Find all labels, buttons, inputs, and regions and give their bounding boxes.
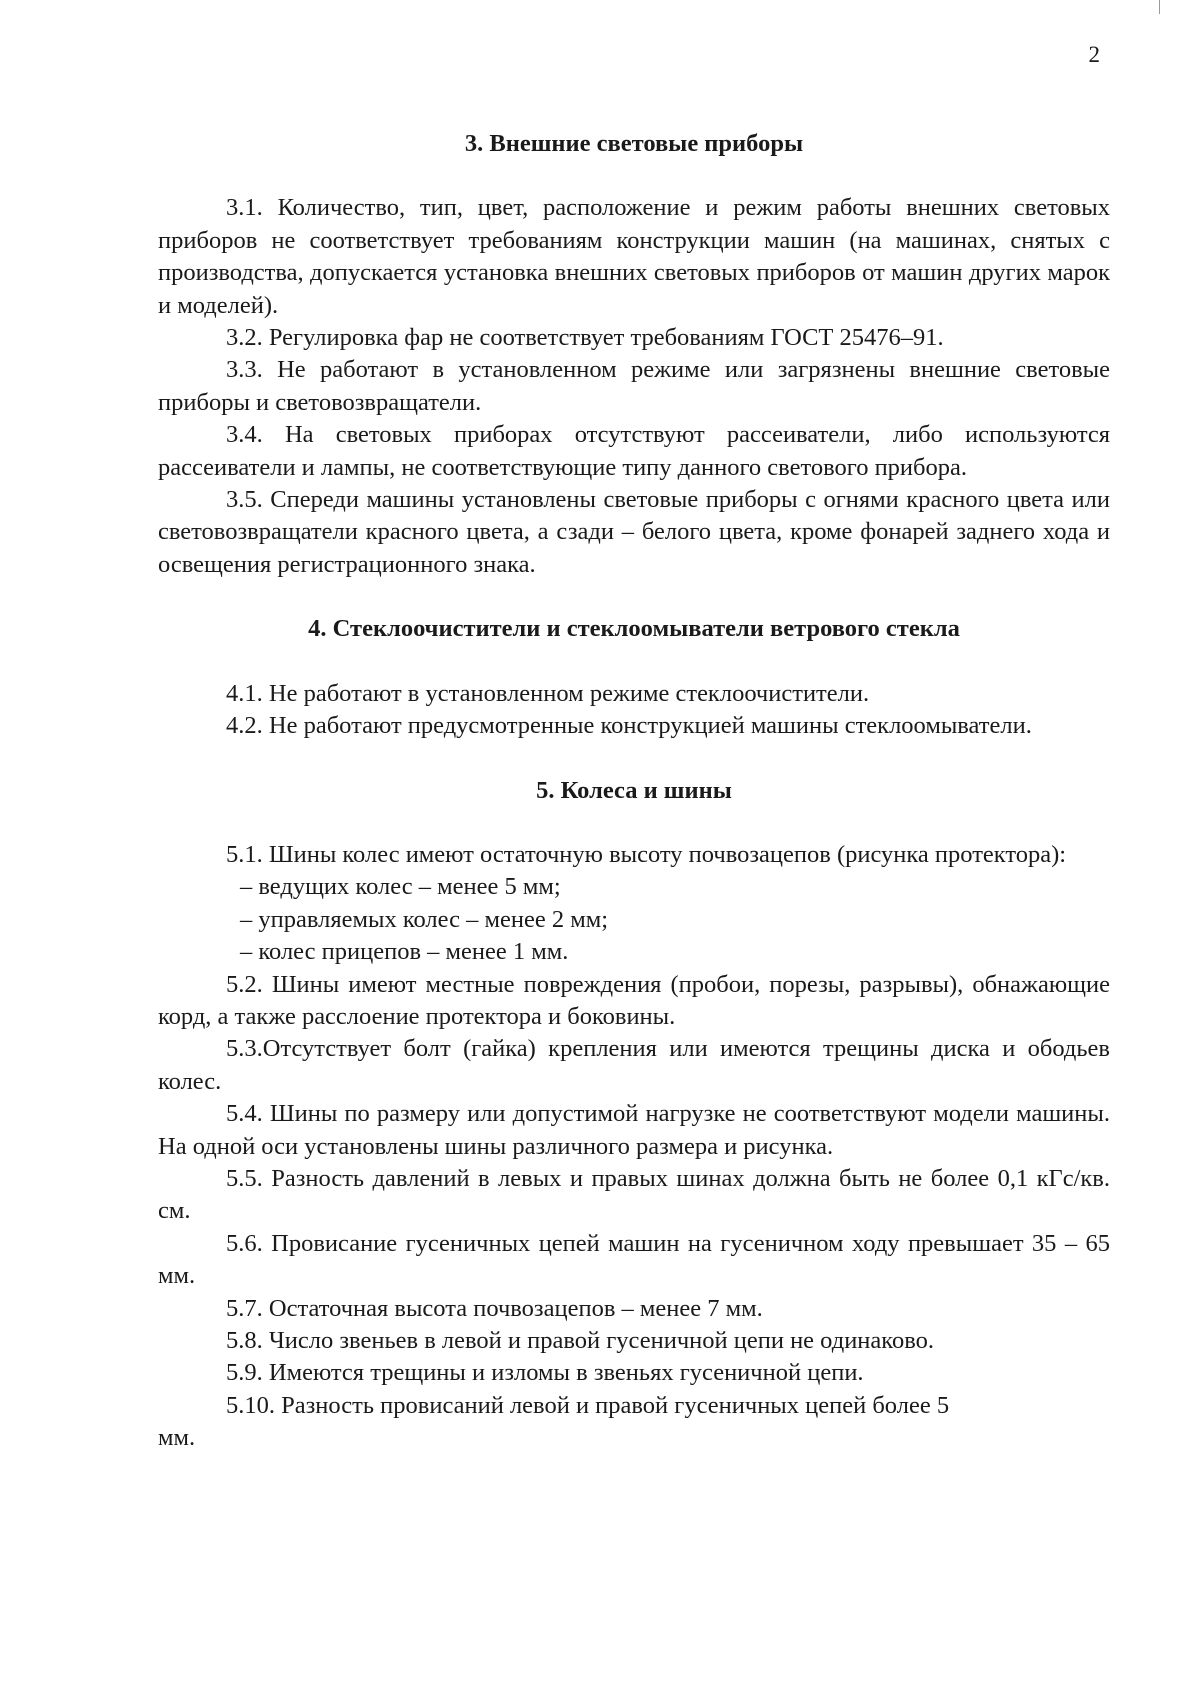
paragraph-3-5: 3.5. Спереди машины установлены световые приборы с огнями красного цвета или световозвращатели красного цвета, а сзади – белого цвета, кроме фонарей заднего хода и освещения регистрационного знака. xyxy=(158,486,1110,578)
paragraph-5-10: 5.10. Разность провисаний левой и правой гусеничных цепей более 5 xyxy=(226,1391,950,1419)
scan-edge-mark xyxy=(1159,0,1160,14)
section-heading-3: 3. Внешние световые приборы xyxy=(464,130,804,157)
paragraph-5-6: 5.6. Провисание гусеничных цепей машин на гусеничном ходу превышает 35 – 65 мм. xyxy=(158,1229,1110,1290)
section-3 xyxy=(158,128,1110,581)
paragraph-5-7: 5.7. Остаточная высота почвозацепов – менее 7 мм. xyxy=(226,1294,763,1322)
paragraph-5-10-continuation: мм. xyxy=(158,1424,196,1452)
paragraph-5-4: 5.4. Шины по размеру или допустимой нагрузке не соответствуют модели машины. На одной оси установлены шины различного размера и рисунка. xyxy=(158,1100,1110,1160)
paragraph-5-9: 5.9. Имеются трещины и изломы в звеньях гусеничной цепи. xyxy=(226,1359,864,1387)
section-heading-4: 4. Стеклоочистители и стеклоомыватели ветрового стекла xyxy=(308,615,960,643)
page-number: 2 xyxy=(1088,42,1100,67)
paragraph-4-1: 4.1. Не работают в установленном режиме стеклоочистители. xyxy=(226,679,870,707)
paragraph-3-3: 3.3. Не работают в установленном режиме или загрязнены внешние световые приборы и световозвращатели. xyxy=(158,356,1110,416)
section-heading-5: 5. Колеса и шины xyxy=(536,776,732,804)
list-item-trailer-wheels: – колес прицепов – менее 1 мм. xyxy=(240,938,569,966)
paragraph-5-5: 5.5. Разность давлений в левых и правых шинах должна быть не более 0,1 кГс/кв. см. xyxy=(158,1164,1110,1225)
paragraph-4-2: 4.2. Не работают предусмотренные конструкцией машины стеклоомыватели. xyxy=(226,712,1032,740)
paragraph-3-4: 3.4. На световых приборах отсутствуют рассеиватели, либо используются рассеиватели и лампы, не соответствующие типу данного светового прибора. xyxy=(158,421,1110,481)
list-item-steered-wheels: – управляемых колес – менее 2 мм; xyxy=(240,905,609,933)
paragraph-5-8: 5.8. Число звеньев в левой и правой гусеничной цепи не одинаково. xyxy=(226,1327,934,1354)
paragraph-5-1: 5.1. Шины колес имеют остаточную высоту почвозацепов (рисунка протектора): xyxy=(226,840,1067,868)
document-body xyxy=(158,128,1110,1455)
paragraph-5-2: 5.2. Шины имеют местные повреждения (пробои, порезы, разрывы), обнажающие корд, а также расслоение протектора и боковины. xyxy=(158,970,1110,1030)
section-4 xyxy=(158,613,1110,742)
paragraph-5-3: 5.3.Отсутствует болт (гайка) крепления или имеются трещины диска и ободьев колес. xyxy=(158,1035,1110,1095)
paragraph-3-1: 3.1. Количество, тип, цвет, расположение и режим работы внешних световых приборов не соответствует требованиям конструкции машин (на машинах, снятых с производства, допускается установка внешних световых приборов от машин других марок и моделей). xyxy=(158,194,1110,319)
section-5 xyxy=(158,775,1110,1455)
paragraph-3-2: 3.2. Регулировка фар не соответствует требованиям ГОСТ 25476–91. xyxy=(226,324,944,352)
list-item-drive-wheels: – ведущих колес – менее 5 мм; xyxy=(240,873,561,901)
